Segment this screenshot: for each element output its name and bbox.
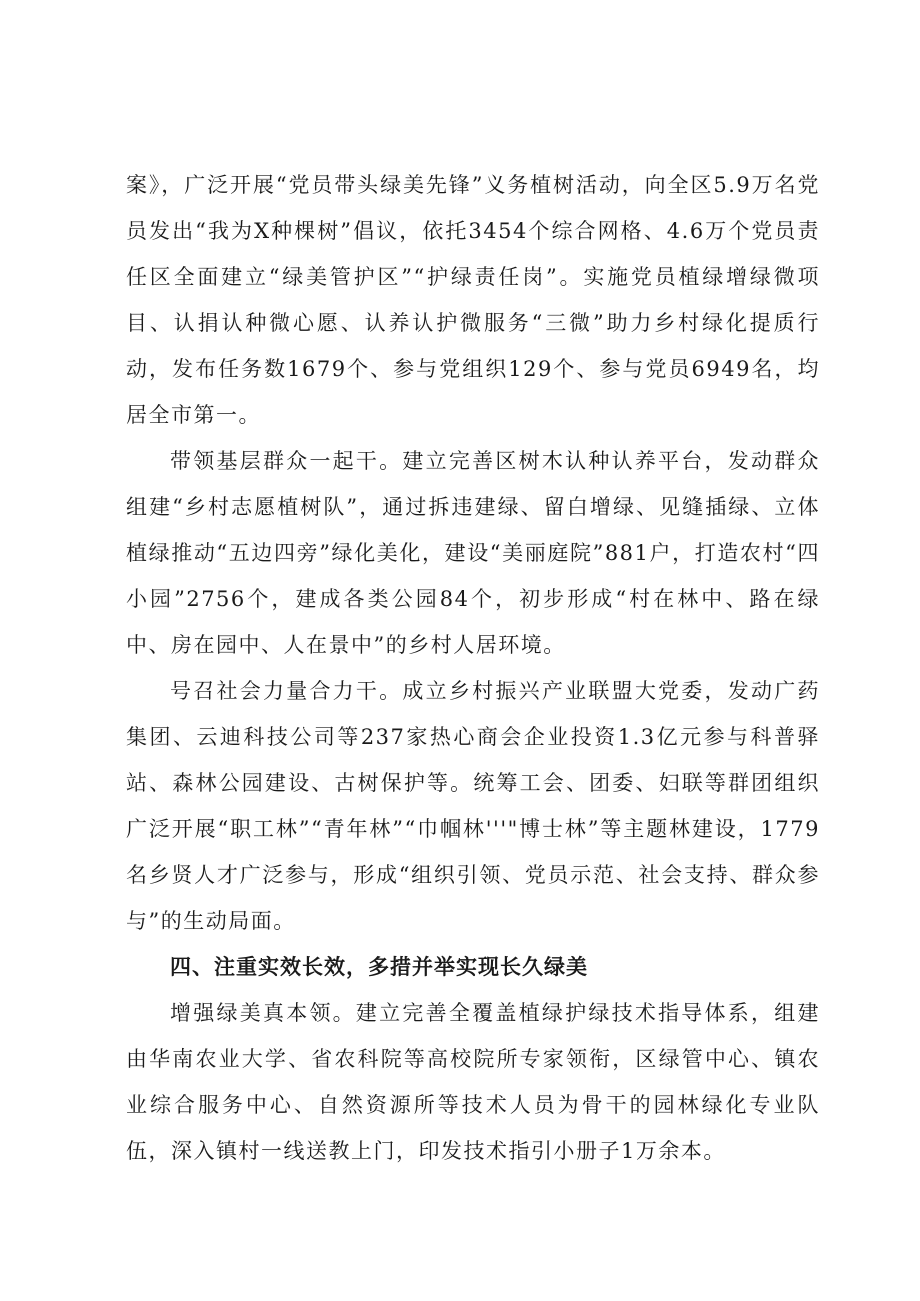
paragraph-grassroots-masses: 带领基层群众一起干。建立完善区树木认种认养平台，发动群众组建“乡村志愿植树队”，通过拆违建绿、留白增绿、见缝插绿、立体植绿推动“五边四旁”绿化美化，建设“美丽庭院”881户，打造农村“四小园”2756个，建成各类公园84个，初步形成“村在林中、路在绿中、房在园中、人在景中”的乡村人居环境。 [126, 449, 820, 657]
paragraph-green-skills: 增强绿美真本领。建立完善全覆盖植绿护绿技术指导体系，组建由华南农业大学、省农科院等高校院所专家领衔，区绿管中心、镇农业综合服务中心、自然资源所等技术人员为骨干的园林绿化专业队伍，深入镇村一线送教上门，印发技术指引小册子1万余本。 [126, 1001, 820, 1163]
paragraph-party-members: 案》，广泛开展“党员带头绿美先锋”义务植树活动，向全区5.9万名党员发出“我为X种棵树”倡议，依托3454个综合网格、4.6万个党员责任区全面建立“绿美管护区”“护绿责任岗”。实施党员植绿增绿微项目、认捐认种微心愿、认养认护微服务“三微”助力乡村绿化提质行动，发布任务数1679个、参与党组织129个、参与党员6949名，均居全市第一。 [126, 173, 820, 427]
document-body [126, 162, 820, 1174]
section-heading-four: 四、注重实效长效，多措并举实现长久绿美 [170, 955, 588, 979]
paragraph-social-forces: 号召社会力量合力干。成立乡村振兴产业联盟大党委，发动广药集团、云迪科技公司等237家热心商会企业投资1.3亿元参与科普驿站、森林公园建设、古树保护等。统筹工会、团委、妇联等群团组织广泛开展“职工林”“青年林”“巾帼林'''"博士林”等主题林建设，1779名乡贤人才广泛参与，形成“组织引领、党员示范、社会支持、群众参与”的生动局面。 [126, 679, 820, 933]
